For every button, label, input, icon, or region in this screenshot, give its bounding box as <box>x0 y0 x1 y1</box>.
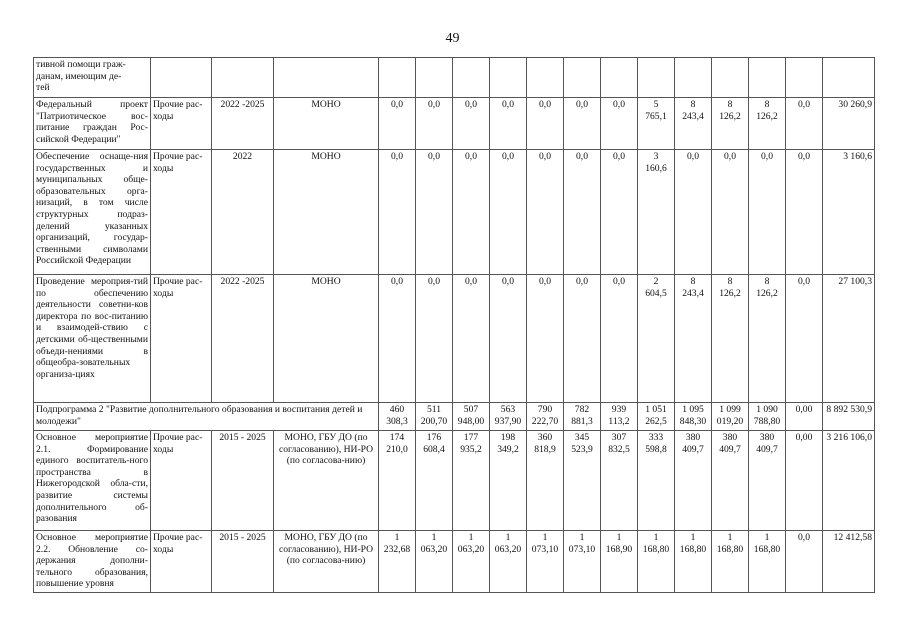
year-value-cell: 333 598,8 <box>638 431 675 531</box>
year-value-cell <box>786 58 823 98</box>
table-body <box>34 58 875 593</box>
period-cell <box>212 58 274 98</box>
year-value-cell: 345 523,9 <box>564 431 601 531</box>
executor-cell <box>274 58 379 98</box>
year-value-cell: 1 073,10 <box>564 531 601 593</box>
expense-type-cell <box>151 58 212 98</box>
subprogram-name-cell: Подпрограмма 2 "Развитие дополнительного образования и воспитания детей и молодежи" <box>34 403 379 431</box>
year-value-cell: 3 160,6 <box>638 150 675 275</box>
year-value-cell: 174 210,0 <box>379 431 416 531</box>
event-name-cell: Основное мероприятие 2.1. Формирование единого воспитатель-ного пространства в Нижегородской обла-сти, развитие системы дополнительного об-разования <box>34 431 151 531</box>
period-cell: 2015 - 2025 <box>212 431 274 531</box>
year-value-cell: 1 232,68 <box>379 531 416 593</box>
year-value-cell: 0,0 <box>416 150 453 275</box>
year-value-cell: 0,0 <box>453 150 490 275</box>
year-value-cell: 8 126,2 <box>712 275 749 403</box>
year-value-cell <box>712 58 749 98</box>
year-value-cell: 0,0 <box>564 275 601 403</box>
executor-cell: МОНО, ГБУ ДО (по согласованию), НИ-РО (по согласова-нию) <box>274 531 379 593</box>
year-value-cell: 0,0 <box>786 275 823 403</box>
year-value-cell <box>564 58 601 98</box>
year-value-cell: 8 243,4 <box>675 98 712 150</box>
year-value-cell: 307 832,5 <box>601 431 638 531</box>
year-value-cell <box>601 58 638 98</box>
year-value-cell: 0,0 <box>527 275 564 403</box>
year-value-cell: 0,0 <box>490 150 527 275</box>
table-row <box>34 531 875 593</box>
year-value-cell: 0,0 <box>490 98 527 150</box>
executor-cell: МОНО, ГБУ ДО (по согласованию), НИ-РО (по согласова-нию) <box>274 431 379 531</box>
year-value-cell: 782 881,3 <box>564 403 601 431</box>
year-value-cell: 0,0 <box>416 275 453 403</box>
total-value-cell: 12 412,58 <box>823 531 875 593</box>
period-cell: 2015 - 2025 <box>212 531 274 593</box>
total-value-cell <box>823 58 875 98</box>
year-value-cell: 0,0 <box>786 98 823 150</box>
year-value-cell: 1 063,20 <box>416 531 453 593</box>
budget-table <box>33 57 875 593</box>
year-value-cell: 198 349,2 <box>490 431 527 531</box>
executor-cell: МОНО <box>274 98 379 150</box>
year-value-cell <box>527 58 564 98</box>
year-value-cell <box>453 58 490 98</box>
period-cell: 2022 <box>212 150 274 275</box>
table-row <box>34 58 875 98</box>
total-value-cell: 30 260,9 <box>823 98 875 150</box>
year-value-cell: 0,0 <box>749 150 786 275</box>
table-row <box>34 275 875 403</box>
expense-type-cell: Прочие рас-ходы <box>151 431 212 531</box>
year-value-cell: 380 409,7 <box>712 431 749 531</box>
year-value-cell: 2 604,5 <box>638 275 675 403</box>
year-value-cell: 0,0 <box>379 150 416 275</box>
year-value-cell <box>490 58 527 98</box>
year-value-cell <box>749 58 786 98</box>
year-value-cell: 1 168,90 <box>601 531 638 593</box>
year-value-cell <box>675 58 712 98</box>
table-row <box>34 98 875 150</box>
year-value-cell: 1 073,10 <box>527 531 564 593</box>
year-value-cell: 0,0 <box>786 531 823 593</box>
year-value-cell <box>379 58 416 98</box>
year-value-cell: 0,0 <box>564 98 601 150</box>
expense-type-cell: Прочие рас-ходы <box>151 98 212 150</box>
year-value-cell: 460 308,3 <box>379 403 416 431</box>
year-value-cell: 939 113,2 <box>601 403 638 431</box>
event-name-cell: Обеспечение оснаще-ния государственных и муниципальных обще-образовательных орга-низаций, в том числе структурных подраз-делений указанных организаций, государ-ственными символами Российской Федерации <box>34 150 151 275</box>
year-value-cell: 0,0 <box>453 275 490 403</box>
total-value-cell: 8 892 530,9 <box>823 403 875 431</box>
year-value-cell: 511 200,70 <box>416 403 453 431</box>
year-value-cell: 0,0 <box>416 98 453 150</box>
year-value-cell: 177 935,2 <box>453 431 490 531</box>
total-value-cell: 27 100,3 <box>823 275 875 403</box>
page-number: 49 <box>445 31 460 46</box>
year-value-cell: 1 095 848,30 <box>675 403 712 431</box>
year-value-cell: 380 409,7 <box>749 431 786 531</box>
event-name-cell: тивной помощи граж- данам, имеющим де- тей <box>34 58 151 98</box>
expense-type-cell: Прочие рас-ходы <box>151 531 212 593</box>
year-value-cell: 0,0 <box>379 98 416 150</box>
total-value-cell: 3 216 106,0 <box>823 431 875 531</box>
year-value-cell: 8 126,2 <box>749 98 786 150</box>
year-value-cell: 790 222,70 <box>527 403 564 431</box>
year-value-cell: 1 099 019,20 <box>712 403 749 431</box>
year-value-cell: 380 409,7 <box>675 431 712 531</box>
year-value-cell: 8 126,2 <box>749 275 786 403</box>
event-name-cell: Федеральный проект "Патриотическое вос-питание граждан Рос-сийской Федерации" <box>34 98 151 150</box>
period-cell: 2022 -2025 <box>212 98 274 150</box>
year-value-cell: 1 051 262,5 <box>638 403 675 431</box>
year-value-cell: 1 168,80 <box>675 531 712 593</box>
year-value-cell: 0,0 <box>786 150 823 275</box>
year-value-cell: 563 937,90 <box>490 403 527 431</box>
year-value-cell: 0,00 <box>786 431 823 531</box>
year-value-cell: 360 818,9 <box>527 431 564 531</box>
year-value-cell: 5 765,1 <box>638 98 675 150</box>
year-value-cell: 8 243,4 <box>675 275 712 403</box>
year-value-cell: 0,0 <box>601 98 638 150</box>
year-value-cell: 1 168,80 <box>638 531 675 593</box>
period-cell: 2022 -2025 <box>212 275 274 403</box>
event-name-cell: Проведение мероприя-тий по обеспечению деятельности советни-ков директора по вос-питанию и взаимодей-ствию с детскими об-щественными объеди-нениями в общеобра-зовательных организа-циях <box>34 275 151 403</box>
year-value-cell: 1 063,20 <box>453 531 490 593</box>
expense-type-cell: Прочие рас-ходы <box>151 275 212 403</box>
year-value-cell: 1 063,20 <box>490 531 527 593</box>
year-value-cell: 0,0 <box>527 98 564 150</box>
table-row <box>34 403 875 431</box>
table-row <box>34 431 875 531</box>
year-value-cell: 1 168,80 <box>712 531 749 593</box>
executor-cell: МОНО <box>274 275 379 403</box>
year-value-cell: 176 608,4 <box>416 431 453 531</box>
total-value-cell: 3 160,6 <box>823 150 875 275</box>
executor-cell: МОНО <box>274 150 379 275</box>
year-value-cell: 0,0 <box>490 275 527 403</box>
year-value-cell: 0,0 <box>601 275 638 403</box>
year-value-cell: 0,0 <box>453 98 490 150</box>
event-name-cell: Основное мероприятие 2.2. Обновление со-держания дополни-тельного образования, повышение уровня <box>34 531 151 593</box>
year-value-cell <box>416 58 453 98</box>
year-value-cell: 0,00 <box>786 403 823 431</box>
year-value-cell: 0,0 <box>675 150 712 275</box>
year-value-cell <box>638 58 675 98</box>
year-value-cell: 507 948,00 <box>453 403 490 431</box>
table-row <box>34 150 875 275</box>
year-value-cell: 0,0 <box>527 150 564 275</box>
year-value-cell: 0,0 <box>379 275 416 403</box>
year-value-cell: 0,0 <box>564 150 601 275</box>
year-value-cell: 0,0 <box>601 150 638 275</box>
year-value-cell: 1 090 788,80 <box>749 403 786 431</box>
expense-type-cell: Прочие рас-ходы <box>151 150 212 275</box>
year-value-cell: 0,0 <box>712 150 749 275</box>
year-value-cell: 8 126,2 <box>712 98 749 150</box>
year-value-cell: 1 168,80 <box>749 531 786 593</box>
